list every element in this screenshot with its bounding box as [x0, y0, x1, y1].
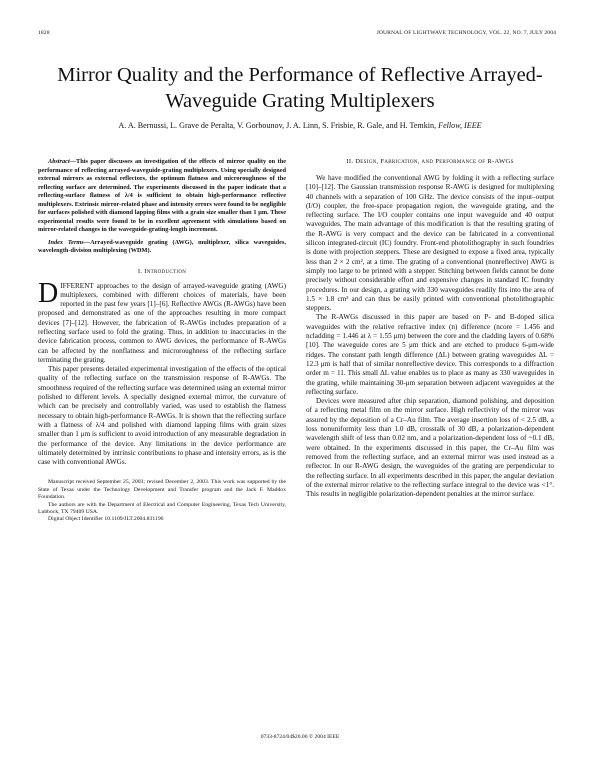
drop-cap: D	[38, 277, 59, 309]
journal-header: JOURNAL OF LIGHTWAVE TECHNOLOGY, VOL. 22, NO. 7, JULY 2004	[376, 30, 556, 36]
footnote-received: Manuscript received September 25, 2003; revised December 2, 2003. This work was supported by the State of Texas under the Technology Development and Transfer program and the Jack F. Maddox Foundation.	[38, 479, 286, 501]
author-line	[20, 121, 580, 130]
section-heading-introduction: I. Introduction	[137, 267, 187, 275]
index-terms-label: Index Terms—	[48, 238, 91, 246]
intro-paragraph-1-text: IFFERENT approaches to the design of arrayed-waveguide grating (AWG) multiplexers, combined with different choices of materials, have been reported in the past few years [1]–[6]. Reflective AWGs (R-AWGs) have been proposed and demonstrated as one of the approaches resulting in more compact devices [7]–[12]. However, the fabrication of R-AWGs includes preparation of a reflecting surface used to fold the grating. Thus, in addition to inaccuracies in the device fabrication process, common to AWG devices, the performance of R-AWGs can be affected by the nonflatness and microroughness of the reflecting surface terminating the grating.	[38, 281, 286, 364]
copyright-footer: 0733-8724/04$20.00 © 2004 IEEE	[260, 734, 340, 740]
index-terms-text: Arrayed-waveguide grating (AWG), multiplexer, silica waveguides, wavelength-division multiplexing (WDM).	[38, 238, 287, 254]
abstract-text: This paper discusses an investigation of the effects of mirror quality on the performance of reflecting arrayed-waveguide-grating multiplexers. Using specially designed external mirrors as external reflectors, the optimum flatness and microroughness of the reflecting surface are determined. The experiments discussed in the paper indicate that a reflecting-surface flatness of λ/4 is sufficient to obtain high-performance reflective multiplexers. Extrinsic mirror-related phase and intensity errors were found to be negligible for surfaces polished with diamond lapping films with a grain size smaller than 1 μm. These experimental results were found to be in excellent agreement with simulations based on mirror-related changes in the waveguide-grating-length increment.	[38, 158, 286, 233]
intro-paragraph-1	[38, 277, 286, 366]
author-names: A. A. Bernussi, L. Grave de Peralta, V. Gorbounov, J. A. Linn, S. Frisbie, R. Gale, and H. Temkin,	[118, 121, 437, 130]
footnote-affiliation: The authors are with the Department of Electrical and Computer Engineering, Texas Tech University, Lubbock, TX 79409 USA.	[38, 501, 286, 516]
left-column	[38, 158, 286, 524]
intro-paragraph-2: This paper presents detailed experimental investigation of the effects of the optical quality of the reflecting surface on the transmission response of R-AWGs. The smoothness required of the reflecting surface was determined using an external mirror polished to different levels. A specially designed external mirror, the curvature of which can be precisely and controllably varied, was used to establish the flatness necessary to obtain high-performance R-AWGs. It is shown that the reflecting surface with a flatness of λ/4 and polished with diamond lapping films with grain sizes smaller than 1 μm is sufficient to avoid introduction of any measurable degradation in the performance of the device. Any limitations in the device performance are ultimately determined by intrinsic contributions to phase and intensity errors, as is the case with conventional AWGs.	[38, 365, 286, 467]
footnote-doi: Digital Object Identifier 10.1109/JLT.2004.831196	[48, 516, 164, 523]
section-heading-design: II. Design, Fabrication, and Performance of R-AWGs	[346, 158, 514, 165]
design-paragraph-1: We have modified the conventional AWG by folding it with a reflecting surface [10]–[12]. The Gaussian transmission response R-AWG is designed for multiplexing 40 channels with a separation of 100 GHz. The device consists of the input–output (I/O) coupler, the free-space propagation region, the waveguide grating, and the reflecting surface. The I/O coupler contains one input waveguide and 40 output waveguides. The main advantage of this modification is that the resulting grating of the R-AWG is very compact and the device can be fabricated in a conventional silicon integrated-circuit (IC) foundry. Front-end photolithography in such foundries is done with projection steppers. These are designed to expose a fixed area, typically less than 2 × 2 cm², at a time. The grating of a conventional (nonreflective) AWG is simply too large to be printed with a stepper. Stitching between fields cannot be done precisely without considerable effort and expensive changes in standard IC foundry procedures. In our design, a grating with 330 waveguides readily fits into the area of 1.5 × 1.8 cm² and can thus be easily printed with conventional photolithographic steppers.	[306, 174, 554, 313]
paper-title: Mirror Quality and the Performance of Reflective Arrayed-Waveguide Grating Multiplexers	[57, 64, 543, 112]
design-paragraph-3: Devices were measured after chip separation, diamond polishing, and deposition of a reflecting metal film on the mirror surface. High reflectivity of the mirror was assured by the deposition of a Cr–Au film. The average insertion loss of < 2.5 dB, a loss nonuniformity less than 1.0 dB, crosstalk of 30 dB, a polarization-dependent wavelength shift of less than 0.02 nm, and a polarization-dependent loss of ~0.1 dB, were obtained. In the experiments discussed in this paper, the Cr–Au film was removed from the reflecting surface, and an external mirror was used instead as a reflector. In our R-AWG design, the waveguides of the grating are perpendicular to the reflecting surface. In all experiments described in this paper, the angular deviation of the external mirror relative to the reflecting surface integral to the device was <1°. This results in negligible polarization-dependent penalties at the mirror surface.	[306, 397, 554, 499]
author-suffix: Fellow, IEEE	[438, 121, 482, 130]
footnote-block	[38, 479, 286, 523]
abstract	[38, 158, 286, 235]
design-paragraph-2: The R-AWGs discussed in this paper are based on P- and B-doped silica waveguides with the relative refractive index (n) difference (ncore = 1.456 and ncladding = 1.446 at λ = 1.55 μm) between the core and the cladding layers of 0.68% [10]. The waveguide cores are 5 μm thick and are etched to produce 6-μm-wide ridges. The constant path length difference (ΔL) between grating waveguides ΔL = 12.3 μm is half that of similar nonreflective device. This corresponds to a diffraction order m = 11. This small ΔL value enables us to place as many as 330 waveguides in the grating, while maintaining 30-μm separation between adjacent waveguides at the reflecting surface.	[306, 313, 554, 396]
index-terms	[38, 239, 286, 256]
abstract-label: Abstract—	[48, 158, 76, 165]
right-column	[306, 158, 554, 499]
page-number: 1828	[38, 30, 50, 36]
